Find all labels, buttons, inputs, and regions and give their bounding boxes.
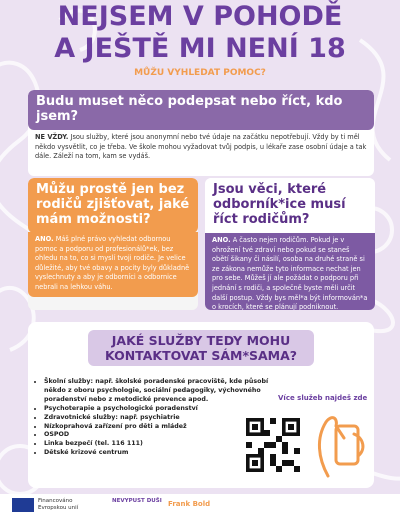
services-list <box>34 378 272 458</box>
eu-flag-icon <box>12 498 34 512</box>
service-item: • Psychoterapie a psychologické poradenství <box>44 405 272 414</box>
box1-text: Jsou služby, které jsou anonymní nebo tvé údaje na začátku nepotřebují. Vždy by ti měl někdo vysvětlit, co je třeba. Ve škole mohou vyžadovat tvůj podpis, u lékaře zase osobní údaje a tak dále. Záleží na tom, kam se vydáš. <box>35 133 367 161</box>
service-item: • Dětské krizové centrum <box>44 449 272 458</box>
service-item: • Linka bezpečí (tel. 116 111) <box>44 440 272 449</box>
info-box-signature <box>28 90 374 176</box>
services-title: JAKÉ SLUŽBY TEDY MOHU KONTAKTOVAT SÁM*SAMA? <box>88 330 314 366</box>
service-item: • Zdravotnické služby: např. psychiatrie <box>44 414 272 423</box>
info-box-must-tell-parents <box>205 178 375 310</box>
services-panel <box>28 322 374 488</box>
box2-lead: ANO. <box>35 235 54 243</box>
footer-logos <box>0 494 400 516</box>
box3-lead: ANO. <box>212 236 231 244</box>
box1-heading: Budu muset něco podepsat nebo říct, kdo jsem? <box>28 90 374 130</box>
service-item: • Školní služby: např. školské poradenské pracoviště, kde působí někdo z oboru psychologie, sociální pedagogiky, výchovného poradenství nebo z metodické prevence apod. <box>44 378 272 405</box>
page-subtitle: MŮŽU VYHLEDAT POMOC? <box>134 68 266 78</box>
frank-bold-logo: Frank Bold <box>168 500 211 508</box>
eu-funding-text: Financováno Evropskou unií <box>38 498 79 511</box>
service-item: • OSPOD <box>44 431 272 440</box>
page-title-line2: A JEŠTĚ MI NENÍ 18 <box>54 33 346 64</box>
more-services-link[interactable]: Více služeb najdeš zde <box>278 394 368 402</box>
box3-heading: Jsou věci, které odborník*ice musí říct rodičům? <box>205 178 375 233</box>
qr-code-icon[interactable] <box>246 418 300 472</box>
page-title-line1: NEJSEM V POHODĚ <box>57 1 343 32</box>
info-box-without-parents <box>28 178 198 310</box>
nevypust-dusi-logo: NEVYPUST DUŠI <box>112 498 162 504</box>
box1-body <box>28 130 374 166</box>
box3-text: A často nejen rodičům. Pokud je v ohrožení tvé zdraví nebo pokud se staneš obětí šikany či násilí, osoba na druhé straně si ze zákona nemůže tyto informace nechat jen pro sebe. Můžeš jí ale požádat o podporu při jednání s rodiči, a společně byste měli určit další postup. Vždy bys měl*a být informován*a o krocích, které se plánují podniknout. <box>212 236 368 310</box>
phone-hand-icon <box>314 408 370 482</box>
box2-body <box>28 232 198 297</box>
service-item: • Nízkoprahová zařízení pro děti a mládež <box>44 423 272 432</box>
box3-body <box>205 233 375 310</box>
box2-heading: Můžu prostě jen bez rodičů zjišťovat, jaké mám možnosti? <box>28 178 198 233</box>
box1-lead: NE VŽDY. <box>35 133 69 141</box>
box2-text: Máš plné právo vyhledat odbornou pomoc a podporu od profesionálů*ek, bez ohledu na to, co si myslí tvoji rodiče. Je velice důležité, aby tvé obavy a pocity byly důkladně vyslechnuty a aby je odborníci a odbornice nebrali na lehkou váhu. <box>35 235 190 291</box>
